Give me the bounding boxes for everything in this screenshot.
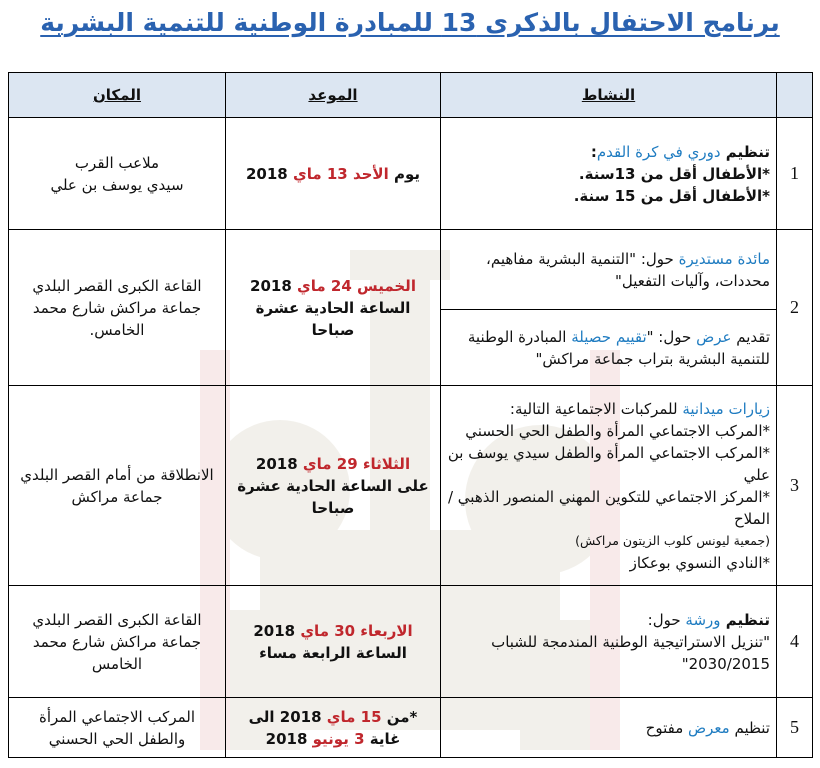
activity-cell: مائدة مستديرة حول: "التنمية البشرية مفاهيم، محددات، وآليات التفعيل" — [441, 230, 777, 310]
date-cell: *من 15 ماي 2018 الى غاية 3 يونيو 2018 — [226, 698, 441, 758]
table-row — [9, 118, 813, 230]
place-cell: القاعة الكبرى القصر البلدي جماعة مراكش شارع محمد الخامس. — [9, 230, 226, 386]
date-cell: الثلاثاء 29 ماي 2018 على الساعة الحادية عشرة صباحا — [226, 386, 441, 586]
row-number: 4 — [777, 586, 813, 698]
table-row — [9, 586, 813, 698]
activity-cell: تنظيم ورشة حول: "تنزيل الاستراتيجية الوطنية المندمجة للشباب 2030/2015" — [441, 586, 777, 698]
table-header-row — [9, 73, 813, 118]
table-row — [9, 386, 813, 586]
table-row — [9, 230, 813, 310]
page-title: برنامج الاحتفال بالذكرى 13 للمبادرة الوطنية للتنمية البشرية — [40, 8, 780, 37]
header-date: الموعد — [226, 73, 441, 118]
activity-cell: زيارات ميدانية للمركبات الاجتماعية التالية: *المركب الاجتماعي المرأة والطفل الحي الحسني *المركب الاجتماعي المرأة والطفل سيدي يوسف بن علي *المركز الاجتماعي للتكوين المهني المنصور الذهبي / الملاح (جمعية ليونس كلوب الزيتون مراكش) *النادي النسوي بوعكاز — [441, 386, 777, 586]
date-cell: يوم الأحد 13 ماي 2018 — [226, 118, 441, 230]
table-row — [9, 698, 813, 758]
header-place: المكان — [9, 73, 226, 118]
place-cell: ملاعب القرب سيدي يوسف بن علي — [9, 118, 226, 230]
program-table — [8, 72, 813, 758]
row-number: 3 — [777, 386, 813, 586]
row-number: 2 — [777, 230, 813, 386]
place-cell: المركب الاجتماعي المرأة والطفل الحي الحسني — [9, 698, 226, 758]
row-number: 1 — [777, 118, 813, 230]
place-cell: القاعة الكبرى القصر البلدي جماعة مراكش شارع محمد الخامس — [9, 586, 226, 698]
row-number: 5 — [777, 698, 813, 758]
date-cell: الخميس 24 ماي 2018 الساعة الحادية عشرة صباحا — [226, 230, 441, 386]
header-number — [777, 73, 813, 118]
activity-cell: تنظيم معرض مفتوح — [441, 698, 777, 758]
activity-cell: تقديم عرض حول: "تقييم حصيلة المبادرة الوطنية للتنمية البشرية بتراب جماعة مراكش" — [441, 310, 777, 386]
header-activity: النشاط — [441, 73, 777, 118]
place-cell: الانطلاقة من أمام القصر البلدي جماعة مراكش — [9, 386, 226, 586]
activity-cell: تنظيم دوري في كرة القدم: *الأطفال أقل من 13سنة. *الأطفال أقل من 15 سنة. — [441, 118, 777, 230]
date-cell: الاربعاء 30 ماي 2018 الساعة الرابعة مساء — [226, 586, 441, 698]
